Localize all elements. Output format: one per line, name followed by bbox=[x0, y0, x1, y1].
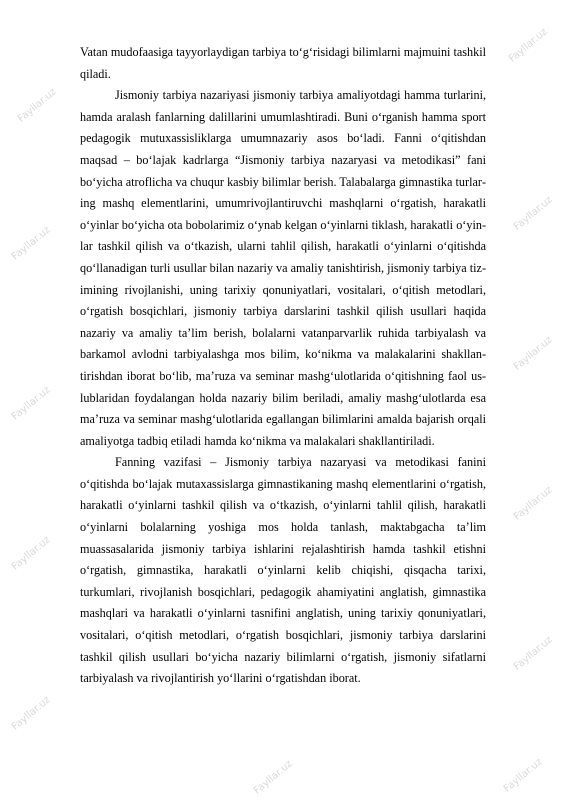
paragraph: Vatan mudofaasiga tayyorlaydigan tarbiya to‘g‘risidagi bilimlarni majmuini tashkil qiladi. bbox=[80, 45, 486, 81]
paragraph: Fanning vazifasi – Jismoniy tarbiya nazaryasi va metodikasi fanini o‘qitishda bo‘lajak mutaxassislarga gimnastikaning mashq elementlarini o‘rgatish, harakatli o‘yinlarni tashkil qilish va o‘tkazish, o‘yinlarni tahlil qilish, harakatli o‘yinlarni bolalarning yoshiga mos holda tanlash, maktabgacha ta’lim muassasalarida jismoniy tarbiya ishlarini rejalashtirish hamda tashkil etishni o‘rgatish, gimnastika, harakatli o‘yinlarni kelib chiqishi, qisqacha tarixi, turkumlari, rivojlanish bosqichlari, pedagogik ahamiyatini anglatish, gimnastika mashqlari va harakatli o‘yinlarni tasnifini anglatish, uning tarixiy qonuniyatlari, vositalari, o‘qitish metodlari, o‘rgatish bosqichlari, jismoniy tarbiya darslarini tashkil qilish usullari bo‘yicha nazariy bilimlarni o‘rgatish, jismoniy sifatlarni tarbiyalash va rivojlantirish yo‘llarini o‘rgatishdan iborat. bbox=[80, 455, 486, 686]
body-text bbox=[80, 42, 486, 690]
watermark: Fayllar.uz bbox=[511, 194, 555, 233]
watermark: Fayllar.uz bbox=[15, 86, 59, 125]
watermark: Fayllar.uz bbox=[506, 26, 550, 65]
watermark: Fayllar.uz bbox=[251, 758, 295, 797]
paragraph: Jismoniy tarbiya nazariyasi jismoniy tarbiya amaliyotdagi hamma turlarini, hamda aralash fanlarning dalillarini umumlashtiradi. Buni o‘rganish hamma sport pedagogik mutuxassisliklarga umumnazariy asos bo‘ladi. Fanni o‘qitishdan maqsad – bo‘lajak kadrlarga “Jismoniy tarbiya nazaryasi va metodikasi” fani bo‘yicha atroflicha va chuqur kasbiy bilimlar berish. Talabalarga gimnastika turlaring mashq elementlarini, umumrivojlantiruvchi mashqlarni o‘rgatish, harakatli o‘yinlar bo‘yicha ota bobolarimiz o‘ynab kelgan o‘yinlarni tiklash, harakatli o‘yinlar tashkil qilish va o‘tkazish, ularni tahlil qilish, harakatli o‘yinlarni o‘qitishda qo‘llanadigan turli usullar bilan nazariy va amaliy tanishtirish, jismoniy tarbiya tizimining rivojlanishi, uning tarixiy qonuniyatlari, vositalari, o‘qitish metodlari, o‘rgatish bosqichlari, jismoniy tarbiya darslarini tashkil qilish usullari haqida nazariy va amaliy ta’lim berish, bolalarni vatanparvarlik ruhida tarbiyalash va barkamol avlodni tarbiyalashga mos bilim, ko‘nikma va malakalarini shakllantirishdan iborat bo‘lib, ma’ruza va seminar mashg‘ulotlarida o‘qitishning faol uslublaridan foydalangan holda nazariy bilim beriladi, amaliy mashg‘ulotlarda esa ma’ruza va seminar mashg‘ulotlarida egallangan bilimlarini amalda bajarish orqali amaliyotga tadbiq etiladi hamda ko‘nikma va malakalari shakllantiriladi. bbox=[80, 88, 486, 448]
watermark: Fayllar.uz bbox=[9, 534, 53, 573]
watermark: Fayllar.uz bbox=[9, 224, 53, 263]
watermark: Fayllar.uz bbox=[501, 756, 545, 795]
watermark: Fayllar.uz bbox=[511, 634, 555, 673]
watermark: Fayllar.uz bbox=[511, 484, 555, 523]
watermark: Fayllar.uz bbox=[511, 334, 555, 373]
watermark: Fayllar.uz bbox=[9, 384, 53, 423]
watermark: Fayllar.uz bbox=[9, 694, 53, 733]
